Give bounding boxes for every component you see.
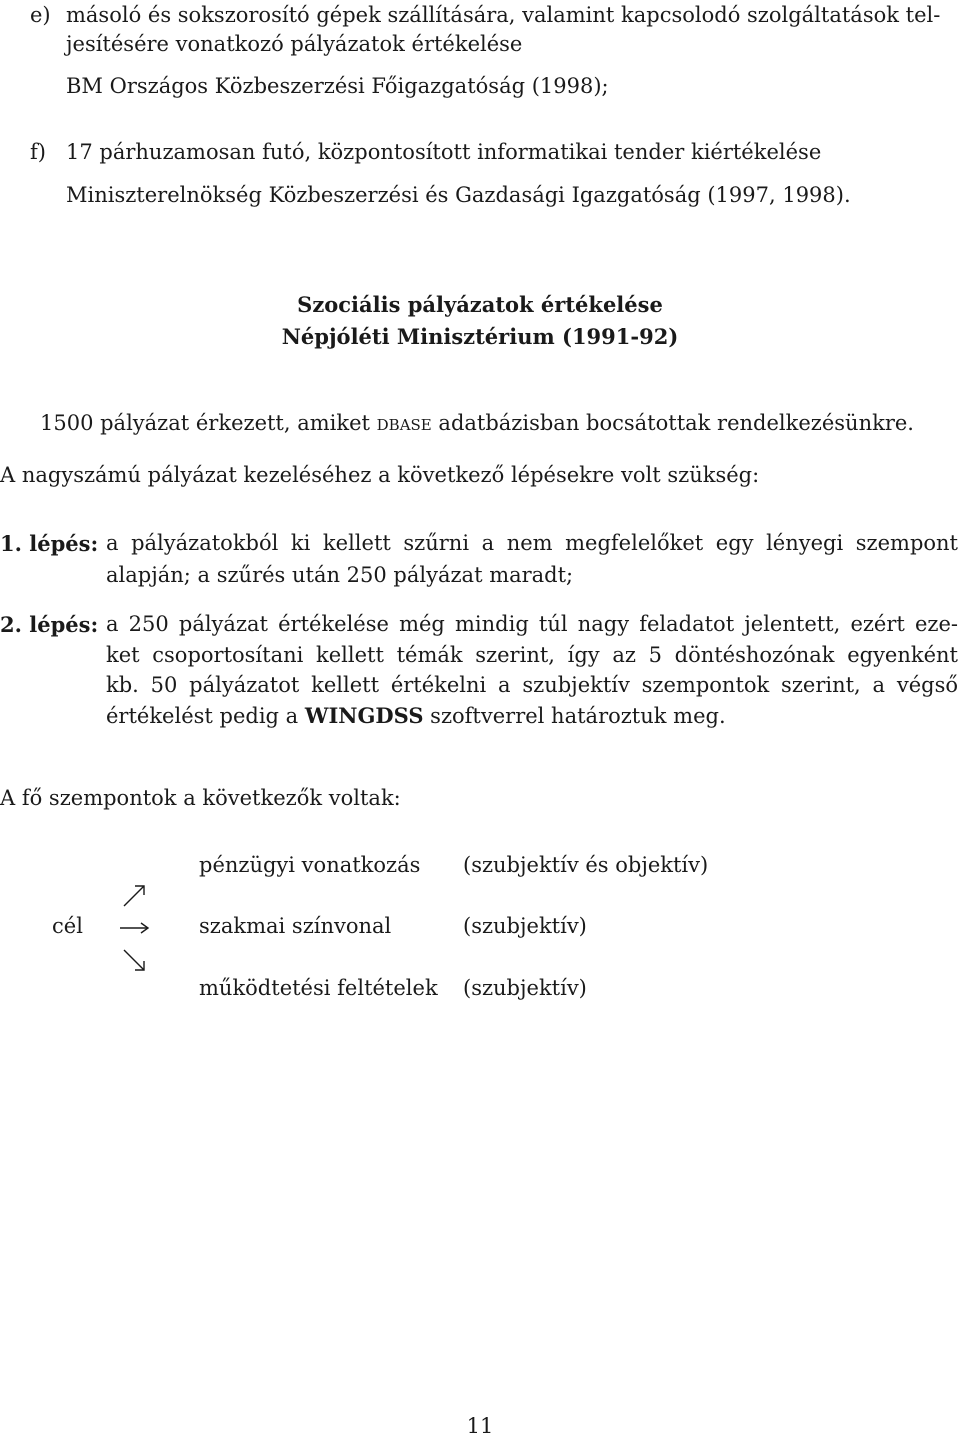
diagram-root: cél [52,914,83,938]
arrow-down-right-icon [124,950,144,970]
branch-3-type: (szubjektív) [463,976,587,1000]
list-label-e: e) [30,3,51,27]
intro-line-1-a: 1500 pályázat érkezett, amiket [40,411,377,435]
intro-line-1 [40,408,914,439]
step-2-line-2: ket csoportosítani kellett témák szerint, így az 5 döntéshozónak egyenként [106,643,958,667]
criteria-intro: A fő szempontok a következők voltak: [0,786,401,810]
step-2-line-1: a 250 pályázat értékelése még mindig túl nagy feladatot jelentett, ezért eze- [106,612,958,636]
branch-1-name: pénzügyi vonatkozás [199,853,421,877]
step-1-line-1: a pályázatokból ki kellett szűrni a nem megfelelőket egy lényegi szempont [106,531,958,555]
step-2-line-3: kb. 50 pályázatot kellett értékelni a szubjektív szempontok szerint, a végső [106,673,958,697]
branch-3-name: működtetési feltételek [199,976,438,1000]
list-label-f: f) [30,140,46,164]
branch-arrows [118,882,152,974]
list-item-e-line-1: másoló és sokszorosító gépek szállítására, valamint kapcsolodó szolgáltatások tel- [66,3,941,27]
branch-2-name: szakmai színvonal [199,914,392,938]
dbase-term: dbase [376,411,432,435]
step-2-label: 2. lépés: [0,612,99,637]
step-1-label: 1. lépés: [0,531,99,556]
arrow-up-right-icon [124,886,144,906]
wingdss-term: WINGDSS [304,703,424,728]
step-2-line-4-b: szoftverrel határoztuk meg. [423,704,726,728]
step-1-line-2: alapján; a szűrés után 250 pályázat maradt; [106,563,574,587]
section-subtitle: Népjóléti Minisztérium (1991-92) [281,324,679,349]
list-item-f-line-2: Miniszterelnökség Közbeszerzési és Gazdasági Igazgatóság (1997, 1998). [66,183,851,207]
page-number: 11 [466,1414,494,1438]
intro-line-1-b: adatbázisban bocsátottak rendelkezésünkre. [431,411,914,435]
list-item-f-line-1: 17 párhuzamosan futó, központosított informatikai tender kiértékelése [66,140,822,164]
list-item-e-line-2: jesítésére vonatkozó pályázatok értékelése [66,32,523,56]
branch-2-type: (szubjektív) [463,914,587,938]
step-2-line-4 [106,700,726,732]
branch-1-type: (szubjektív és objektív) [463,853,709,877]
arrow-right-icon [120,923,148,933]
intro-line-2: A nagyszámú pályázat kezeléséhez a következő lépésekre volt szükség: [0,463,760,487]
step-2-line-4-a: értékelést pedig a [106,704,305,728]
section-title: Szociális pályázatok értékelése [297,292,663,317]
list-item-e-line-3: BM Országos Közbeszerzési Főigazgatóság (1998); [66,74,609,98]
